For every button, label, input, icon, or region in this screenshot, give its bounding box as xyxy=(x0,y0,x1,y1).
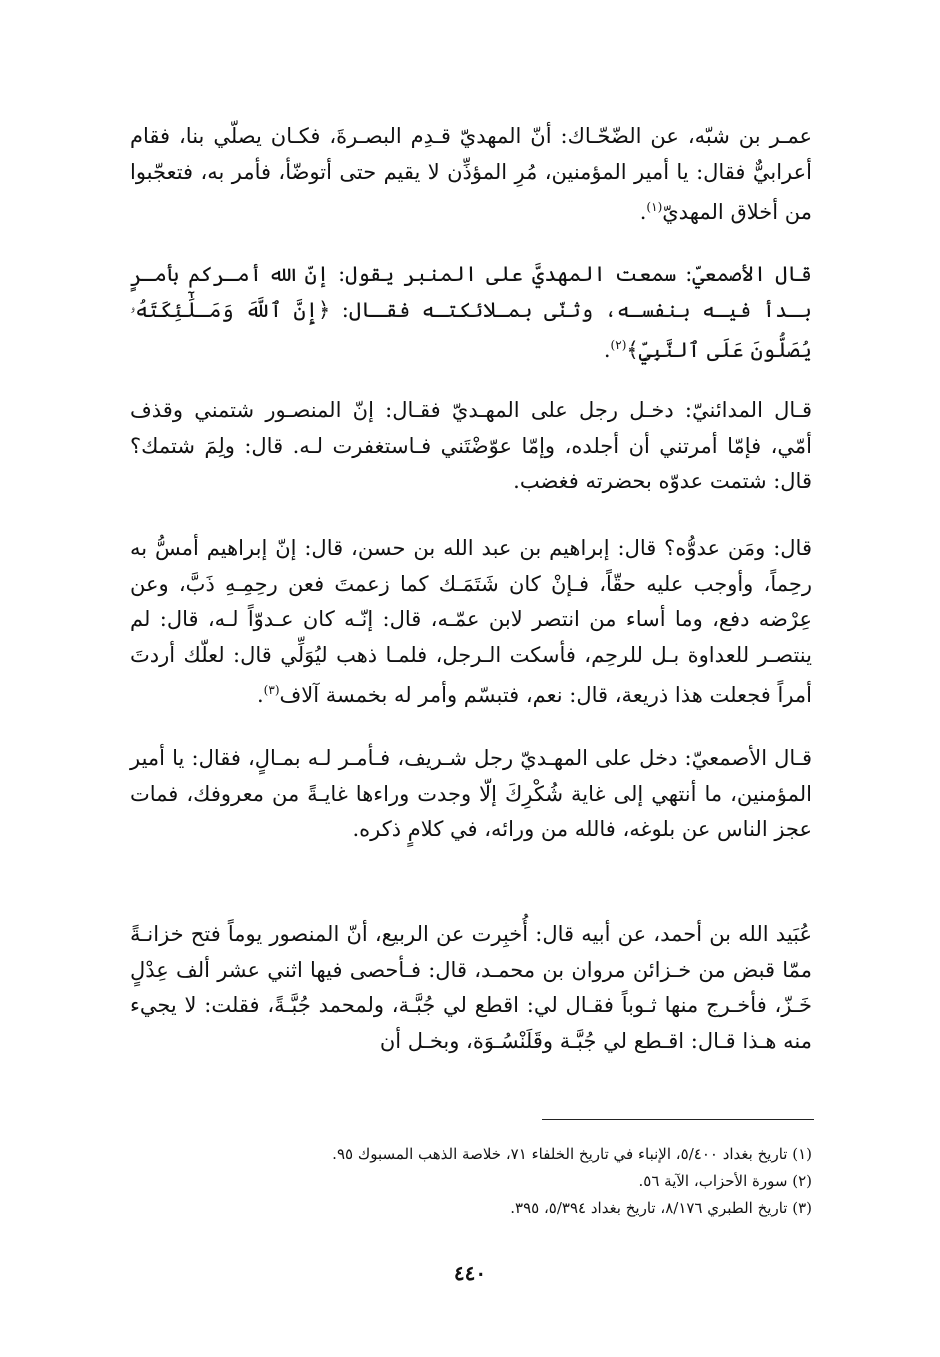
paragraph-2-text: قال الأصمعيّ: سمعت المهديَّ على المنبر يقول: إنّ الله أمـركم بأمـرٍ بـدأ فيـه بنفسـه، وثنّى بمـلائكتـه فقـال: ﴿إِنَّ ٱللَّهَ وَمَـلَٰٓئِكَتَهُۥ يُصَلُّونَ عَلَى ٱلنَّبِيِّ﴾ xyxy=(130,262,812,362)
footnote-1: (١) تاريخ بغداد ٥/٤٠٠، الإنباء في تاريخ الخلفاء ٧١، خلاصة الذهب المسبوك ٩٥. xyxy=(332,1145,812,1163)
footnote-ref-3: (٣) xyxy=(263,683,280,697)
paragraph-5-text: قـال الأصمعيّ: دخل على المهـديّ رجل شـريف، فـأمـر لـه بمـالٍ، فقال: يا أمير المؤمنين، ما أنتهي إلى غاية شُكْرِكَ إلّا وجدت وراءها غايـةً من معروفك، فمات عجز الناس عن بلوغه، فالله من ورائه، في كلامٍ ذكره. xyxy=(130,746,812,841)
footnotes xyxy=(130,1141,812,1222)
paragraph-4-end: . xyxy=(256,683,264,707)
footnote-divider xyxy=(542,1119,814,1120)
paragraph-3-text: قـال المدائنيّ: دخـل رجل على المهـديّ فقـال: إنّ المنصـور شتمني وقذف أمّي، فإمّا أمرتني أن أجلده، وإمّا عوّضْتَني فـاستغفرت لـه. قال: ولِمَ شتمك؟ قال: شتمت عدوّه بحضرته فغضب. xyxy=(130,398,812,493)
paragraph-1 xyxy=(130,119,812,231)
paragraph-4 xyxy=(130,531,812,714)
footnote-ref-2: (٢) xyxy=(610,338,627,352)
footnote-3: (٣) تاريخ الطبري ٨/١٧٦، تاريخ بغداد ٥/٣٩٤، ٣٩٥. xyxy=(510,1199,812,1217)
paragraph-1-text: عمـر بن شبّه، عن الضّحّـاك: أنّ المهديّ قـدِم البصـرةَ، فكـان يصلّي بنا، فقام أعرابيٌّ فقال: يا أمير المؤمنين، مُرِ المؤذِّن لا يقيم حتى أتوضّأ، فأمر به، فتعجّبوا من أخلاق المهديّ xyxy=(130,124,812,224)
paragraph-6-text: عُبَيد الله بن أحمد، عن أبيه قال: أُخبِرت عن الربيع، أنّ المنصور يوماً فتح خزانـةً ممّا قبض من خـزائن مروان بن محمـد، قال: فـأحصى فيها اثني عشر ألف عِدْلٍ خَـزّ، فأخـرج منها ثـوباً فقـال لي: اقطع لي جُبَّـة، ولمحمد جُبَّـةً، فقلت: لا يجيء منه هـذا قـال: اقـطع لي جُبَّـة وقَلَنْسُـوَة، وبخـل أن xyxy=(130,922,812,1053)
footnote-ref-1: (١) xyxy=(646,200,663,214)
page-number: ٤٤٠ xyxy=(453,1261,487,1285)
paragraph-2-end: . xyxy=(603,338,611,362)
paragraph-1-end: . xyxy=(639,200,647,224)
paragraph-4-text: قال: ومَن عدوُّه؟ قال: إبراهيم بن عبد الله بن حسن، قال: إنّ إبراهيم أمسُّ به رحِماً، وأوجب عليه حقّاً، فـإنْ كان شَتَمَـك كما زعمتَ فعن رحِمِـهِ ذَبَّ، وعن عِرْضه دفع، وما أساء من انتصر لابن عمّـه، قال: إنّـه كان عـدوّاً لـه، قال: لم ينتصـر للعداوة بـل للرحِم، فأسكت الـرجل، فلمـا ذهب ليُوَلِّي قال: لعلّك أردتَ أمراً فجعلت هذا ذريعة، قال: نعم، فتبسّم وأمر له بخمسة آلاف xyxy=(130,536,812,707)
paragraph-3 xyxy=(130,393,812,500)
footnote-2: (٢) سورة الأحزاب، الآية ٥٦. xyxy=(638,1172,812,1190)
paragraph-2 xyxy=(130,257,812,369)
paragraph-5 xyxy=(130,741,812,848)
paragraph-6 xyxy=(130,917,812,1059)
